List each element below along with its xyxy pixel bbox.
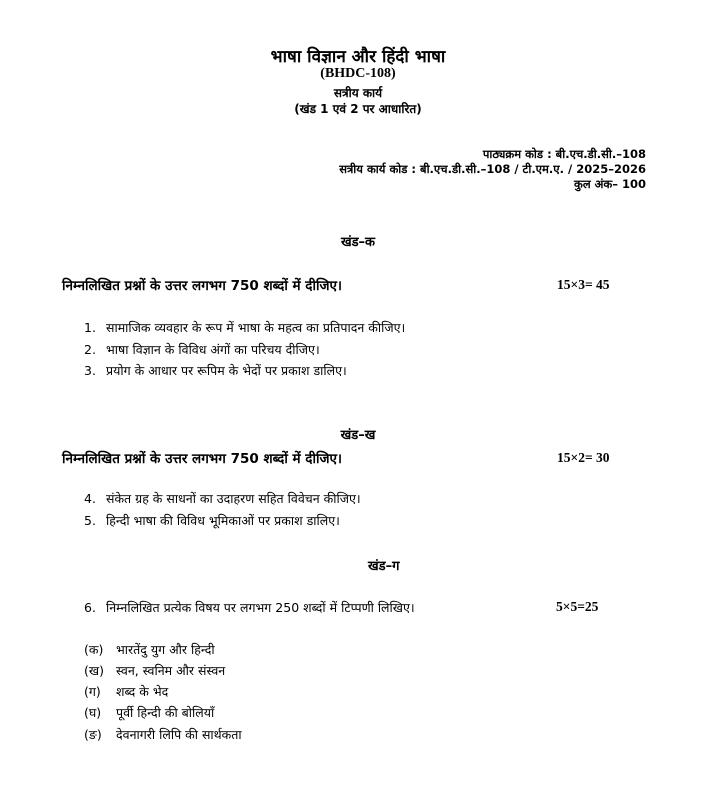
subquestion-nga: [84, 726, 242, 743]
question-text: हिन्दी भाषा की विविध भूमिकाओं पर प्रकाश डालिए।: [106, 513, 340, 528]
question-1: [84, 319, 405, 336]
question-number: 1.: [84, 320, 96, 335]
question-number: 2.: [84, 342, 96, 357]
section-a-marks: 15×3= 45: [557, 277, 610, 292]
subquestion-kha: [84, 662, 225, 679]
subquestion-number: (क): [84, 642, 104, 657]
meta-total-marks: कुल अंक– 100: [573, 177, 646, 191]
section-c-marks: 5×5=25: [556, 599, 599, 614]
question-3: [84, 362, 347, 379]
document-subtitle: सत्रीय कार्य: [333, 86, 383, 100]
question-number: 5.: [84, 513, 96, 528]
subquestion-text: शब्द के भेद: [116, 684, 169, 699]
subquestion-number: (ङ): [84, 727, 102, 742]
subquestion-ka: [84, 641, 215, 658]
subquestion-text: देवनागरी लिपि की सार्थकता: [116, 727, 242, 742]
meta-assignment-code: सत्रीय कार्य कोड : बी.एच.डी.सी.–108 / टी.एम.ए. / 2025–2026: [339, 162, 646, 176]
subquestion-text: पूर्वी हिन्दी की बोलियाँ: [116, 705, 215, 720]
subquestion-gha: [84, 704, 214, 721]
section-b-instruction: निम्नलिखित प्रश्नों के उत्तर लगभग 750 शब्दों में दीजिए।: [62, 451, 343, 467]
document-title: भाषा विज्ञान और हिंदी भाषा: [270, 47, 446, 67]
section-c-heading: खंड–ग: [368, 559, 400, 574]
question-2: [84, 341, 320, 358]
subquestion-ga: [84, 683, 168, 700]
question-text: प्रयोग के आधार पर रूपिम के भेदों पर प्रकाश डालिए।: [106, 363, 347, 378]
question-4: [84, 490, 361, 507]
course-code: (BHDC-108): [320, 66, 396, 81]
question-text: भाषा विज्ञान के विविध अंगों का परिचय दीजिए।: [106, 342, 320, 357]
subquestion-number: (घ): [84, 705, 102, 720]
subquestion-text: भारतेंदु युग और हिन्दी: [116, 642, 215, 657]
section-b-marks: 15×2= 30: [557, 450, 610, 465]
subquestion-text: स्वन, स्वनिम और संस्वन: [116, 663, 226, 678]
question-text: निम्नलिखित प्रत्येक विषय पर लगभग 250 शब्दों में टिप्पणी लिखिए।: [106, 600, 415, 615]
question-text: संकेत ग्रह के साधनों का उदाहरण सहित विवेचन कीजिए।: [106, 491, 361, 506]
question-6: [84, 599, 415, 616]
question-text: सामाजिक व्यवहार के रूप में भाषा के महत्व का प्रतिपादन कीजिए।: [106, 320, 406, 335]
document-basis: (खंड 1 एवं 2 पर आधारित): [294, 102, 422, 116]
meta-course-code: पाठ्यक्रम कोड : बी.एच.डी.सी.–108: [482, 147, 646, 161]
question-number: 4.: [84, 491, 96, 506]
subquestion-number: (ग): [84, 684, 101, 699]
question-number: 6.: [84, 600, 96, 615]
subquestion-number: (ख): [84, 663, 104, 678]
question-number: 3.: [84, 363, 96, 378]
section-b-heading: खंड–ख: [340, 428, 376, 443]
question-5: [84, 512, 340, 529]
section-a-instruction: निम्नलिखित प्रश्नों के उत्तर लगभग 750 शब्दों में दीजिए।: [62, 278, 343, 294]
section-a-heading: खंड–क: [340, 235, 376, 250]
